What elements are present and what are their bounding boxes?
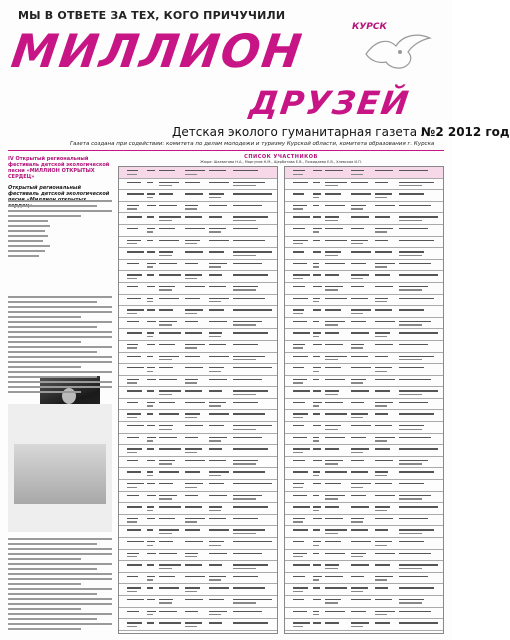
table-row <box>119 271 277 283</box>
table-row <box>285 457 443 469</box>
table-row <box>119 364 277 376</box>
article-text-block-3 <box>8 538 112 633</box>
table-row <box>285 329 443 341</box>
table-row <box>285 515 443 527</box>
table-row <box>285 445 443 457</box>
table-row <box>285 399 443 411</box>
table-row <box>119 550 277 562</box>
table-row <box>119 573 277 585</box>
table-row <box>285 225 443 237</box>
table-row <box>285 561 443 573</box>
table-row <box>285 190 443 202</box>
table-row <box>119 492 277 504</box>
table-row <box>285 353 443 365</box>
table-row <box>119 318 277 330</box>
table-row <box>119 190 277 202</box>
table-row <box>285 584 443 596</box>
table-row <box>285 306 443 318</box>
table-row <box>119 353 277 365</box>
table-row <box>119 445 277 457</box>
table-row <box>285 573 443 585</box>
table-row <box>119 387 277 399</box>
table-row <box>119 295 277 307</box>
table-row <box>119 480 277 492</box>
table-row <box>119 225 277 237</box>
table-row <box>285 202 443 214</box>
article-text-block <box>8 200 112 260</box>
participants-header <box>118 154 444 164</box>
article-text-block-2 <box>8 296 112 396</box>
table-row <box>119 468 277 480</box>
table-row <box>119 422 277 434</box>
table-row <box>285 608 443 620</box>
lead-article <box>8 154 112 634</box>
table-row <box>119 213 277 225</box>
table-row <box>285 213 443 225</box>
participants-table-right <box>284 166 444 634</box>
table-row <box>285 538 443 550</box>
table-row <box>285 237 443 249</box>
table-row <box>119 248 277 260</box>
newspaper-title: МИЛЛИОН <box>8 24 307 78</box>
table-row <box>119 561 277 573</box>
table-row <box>119 167 277 179</box>
group-photo <box>8 404 112 532</box>
festival-title: IV Открытый региональный фестиваль детской экологической песни «МИЛЛИОН ОТКРЫТЫХ СЕРДЕЦ» <box>8 156 110 180</box>
table-row <box>285 480 443 492</box>
participants-title: СПИСОК УЧАСТНИКОВ <box>244 154 318 160</box>
table-row <box>285 341 443 353</box>
subtitle-text: Детская эколого гуманитарная газета <box>172 125 418 139</box>
table-row <box>285 422 443 434</box>
table-row <box>119 457 277 469</box>
kursk-label: КУРСК <box>352 22 387 32</box>
header-divider <box>8 150 444 151</box>
issue-number: №2 2012 год <box>420 125 510 139</box>
table-row <box>119 260 277 272</box>
table-row <box>285 295 443 307</box>
table-row <box>285 248 443 260</box>
festival-subtitle: Открытый региональный фестиваль детской экологической <box>8 185 110 197</box>
table-row <box>119 341 277 353</box>
table-row <box>285 376 443 388</box>
table-row <box>119 538 277 550</box>
table-row <box>119 410 277 422</box>
table-row <box>285 387 443 399</box>
table-row <box>119 526 277 538</box>
table-row <box>285 283 443 295</box>
table-row <box>119 376 277 388</box>
table-row <box>119 608 277 620</box>
table-row <box>119 434 277 446</box>
participants-jury: Жюри: Шахватова Н.А., Маргунов Н.М., Щербатова Е.В., Пожидаева Е.В., Хлевская И.П. <box>200 160 362 164</box>
table-row <box>285 271 443 283</box>
table-row <box>285 550 443 562</box>
table-row <box>119 596 277 608</box>
newspaper-title-line2: ДРУЗЕЙ <box>247 84 413 122</box>
participants-table <box>118 166 444 634</box>
table-row <box>285 596 443 608</box>
table-row <box>119 283 277 295</box>
table-row <box>119 503 277 515</box>
table-row <box>285 179 443 191</box>
table-row <box>285 260 443 272</box>
table-row <box>119 179 277 191</box>
table-row <box>119 399 277 411</box>
table-row <box>119 237 277 249</box>
tagline: МЫ В ОТВЕТЕ ЗА ТЕХ, КОГО ПРИЧУЧИЛИ <box>18 9 286 22</box>
table-row <box>285 468 443 480</box>
table-row <box>285 318 443 330</box>
table-row <box>119 619 277 631</box>
table-row <box>119 584 277 596</box>
sponsor-banner: Газета создана при содействии: комитета по делам молодежи и туризму Курской области, комитета образования г. Курска <box>70 141 435 147</box>
table-row <box>285 410 443 422</box>
table-row <box>285 167 443 179</box>
bird-logo-icon <box>360 30 436 74</box>
table-row <box>285 526 443 538</box>
table-row <box>119 202 277 214</box>
table-row <box>119 306 277 318</box>
table-row <box>119 515 277 527</box>
table-row <box>285 503 443 515</box>
table-row <box>285 364 443 376</box>
table-row <box>119 329 277 341</box>
table-row <box>285 492 443 504</box>
participants-table-left <box>118 166 278 634</box>
table-row <box>285 434 443 446</box>
newspaper-subtitle <box>172 125 510 139</box>
table-row <box>285 619 443 631</box>
